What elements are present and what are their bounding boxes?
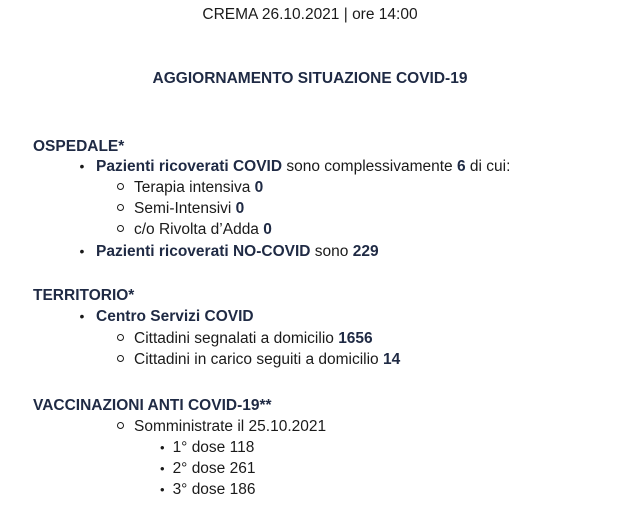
list-item-dose-2: • 2° dose 261 xyxy=(160,460,256,477)
list-item-dose-3: • 3° dose 186 xyxy=(160,481,256,498)
list-item-cittadini-segnalati: Cittadini segnalati a domicilio 1656 xyxy=(117,330,373,348)
list-item-dose-1: • 1° dose 118 xyxy=(160,439,255,456)
bullet-icon: • xyxy=(79,158,85,174)
list-item-somministrate: Somministrate il 25.10.2021 xyxy=(117,418,326,436)
list-item-centro-servizi: • Centro Servizi COVID xyxy=(79,308,254,325)
circle-bullet-icon xyxy=(117,225,124,232)
list-item-cittadini-in-carico: Cittadini in carico seguiti a domicilio 14 xyxy=(117,351,400,369)
section-heading-vaccinazioni: VACCINAZIONI ANTI COVID-19** xyxy=(33,397,272,414)
circle-bullet-icon xyxy=(117,204,124,211)
circle-bullet-icon xyxy=(117,422,124,429)
bullet-icon: • xyxy=(160,482,165,497)
list-item-nocovid-patients: • Pazienti ricoverati NO-COVID sono 229 xyxy=(79,243,379,260)
bullet-icon: • xyxy=(79,308,85,324)
circle-bullet-icon xyxy=(117,355,124,362)
list-item-covid-patients: • Pazienti ricoverati COVID sono complessivamente 6 di cui: xyxy=(79,158,511,175)
list-item-semi-intensivi: Semi-Intensivi 0 xyxy=(117,200,244,218)
bullet-icon: • xyxy=(79,243,85,259)
page-title: AGGIORNAMENTO SITUAZIONE COVID-19 xyxy=(152,70,468,87)
circle-bullet-icon xyxy=(117,334,124,341)
list-item-terapia-intensiva: Terapia intensiva 0 xyxy=(117,179,263,197)
bullet-icon: • xyxy=(160,461,165,476)
section-heading-territorio: TERRITORIO* xyxy=(33,287,135,304)
list-item-rivolta-adda: c/o Rivolta d’Adda 0 xyxy=(117,221,272,239)
dateline: CREMA 26.10.2021 | ore 14:00 xyxy=(202,6,418,23)
bullet-icon: • xyxy=(160,440,165,455)
section-heading-ospedale: OSPEDALE* xyxy=(33,138,125,155)
circle-bullet-icon xyxy=(117,183,124,190)
